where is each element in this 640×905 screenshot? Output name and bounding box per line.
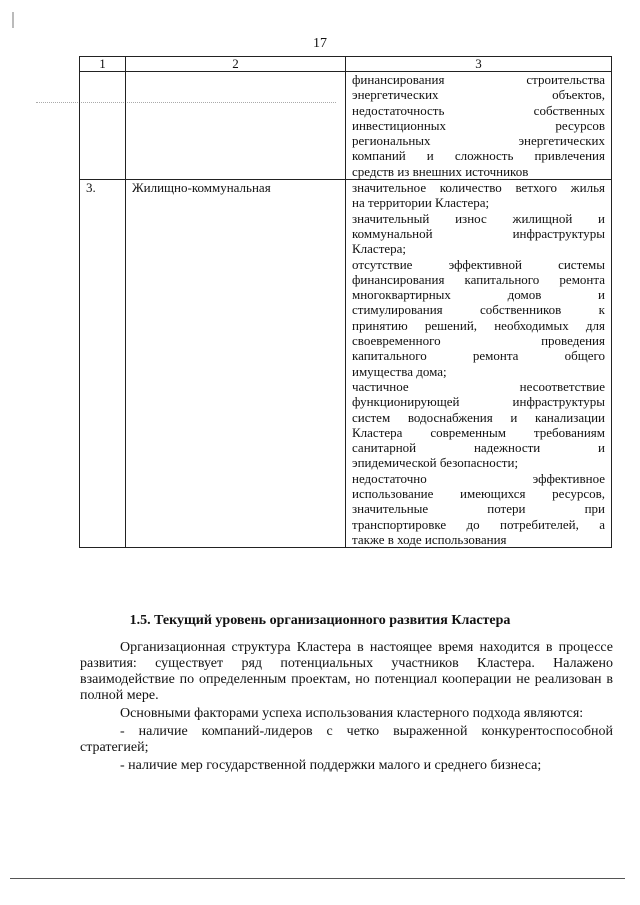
table-header-cell: 1 xyxy=(80,57,126,72)
problem-line: транспортировке до потребителей, а xyxy=(352,516,605,532)
problem-line: значительный износ жилищной и xyxy=(352,210,605,226)
problem-line: капитального ремонта общего xyxy=(352,348,605,364)
row-number: 3. xyxy=(80,180,126,548)
row-problems xyxy=(346,72,612,180)
problem-line: частичное несоответствие xyxy=(352,378,605,394)
problem-line: принятию решений, необходимых для xyxy=(352,317,605,333)
problem-line: на территории Кластера; xyxy=(352,195,490,211)
problem-line: многоквартирных домов и xyxy=(352,287,605,303)
problem-line: компаний и сложность привлечения xyxy=(352,148,605,164)
problem-line: стимулирования собственников к xyxy=(352,302,605,318)
row-sector xyxy=(126,72,346,180)
problem-line: коммунальной инфраструктуры xyxy=(352,225,605,241)
problem-line: Кластера; xyxy=(352,241,407,257)
problem-line: эпидемической безопасности; xyxy=(352,455,519,471)
paragraph: Основными факторами успеха использования кластерного подхода являются: xyxy=(120,706,584,721)
table-row xyxy=(80,180,612,548)
problems-table xyxy=(79,56,612,548)
section-heading: 1.5. Текущий уровень организационного развития Кластера xyxy=(129,613,511,628)
problem-line: отсутствие эффективной системы xyxy=(352,256,605,272)
problem-line: имущества дома; xyxy=(352,363,447,379)
table-row xyxy=(80,72,612,180)
problem-line: недостаточно эффективное xyxy=(352,470,605,486)
row-number xyxy=(80,72,126,180)
table-header-cell: 2 xyxy=(126,57,346,72)
footer-rule xyxy=(10,878,625,879)
list-item: - наличие компаний-лидеров с четко выраженной конкурентоспособной стратегией; xyxy=(80,724,613,755)
problem-line: региональных энергетических xyxy=(352,133,605,149)
problem-line: санитарной надежности и xyxy=(352,440,605,456)
paragraph: Организационная структура Кластера в настоящее время находится в процессе развития: существует ряд потенциальных участников Кластера. Налажено взаимодействие по определенным проектам, но потенциал кооперации не реализован в полной мере. xyxy=(80,640,613,703)
list-item: - наличие мер государственной поддержки малого и среднего бизнеса; xyxy=(120,758,542,773)
row-problems xyxy=(346,180,612,548)
problem-line: финансирования капитального ремонта xyxy=(352,271,605,287)
section-body xyxy=(80,640,613,776)
problem-line: значительное количество ветхого жилья xyxy=(352,180,605,196)
problem-line: недостаточность собственных xyxy=(352,102,605,118)
problem-line: также в ходе использования xyxy=(352,531,507,547)
problem-line: использование имеющихся ресурсов, xyxy=(352,486,605,502)
problem-line: систем водоснабжения и канализации xyxy=(352,409,605,425)
scan-mark xyxy=(12,12,14,28)
problem-line: Кластера современным требованиям xyxy=(352,424,605,440)
problem-line: функционирующей инфраструктуры xyxy=(352,394,605,410)
page-number: 17 xyxy=(313,36,327,51)
problem-line: значительные потери при xyxy=(352,501,605,517)
table-header-row xyxy=(80,57,612,72)
problem-line: средств из внешних источников xyxy=(352,163,529,179)
problem-line: инвестиционных ресурсов xyxy=(352,117,605,133)
problem-line: своевременного проведения xyxy=(352,333,605,349)
row-sector: Жилищно-коммунальная xyxy=(126,180,346,548)
table-header-cell: 3 xyxy=(346,57,612,72)
problem-line: финансирования строительства xyxy=(352,72,605,87)
problem-line: энергетических объектов, xyxy=(352,87,605,103)
